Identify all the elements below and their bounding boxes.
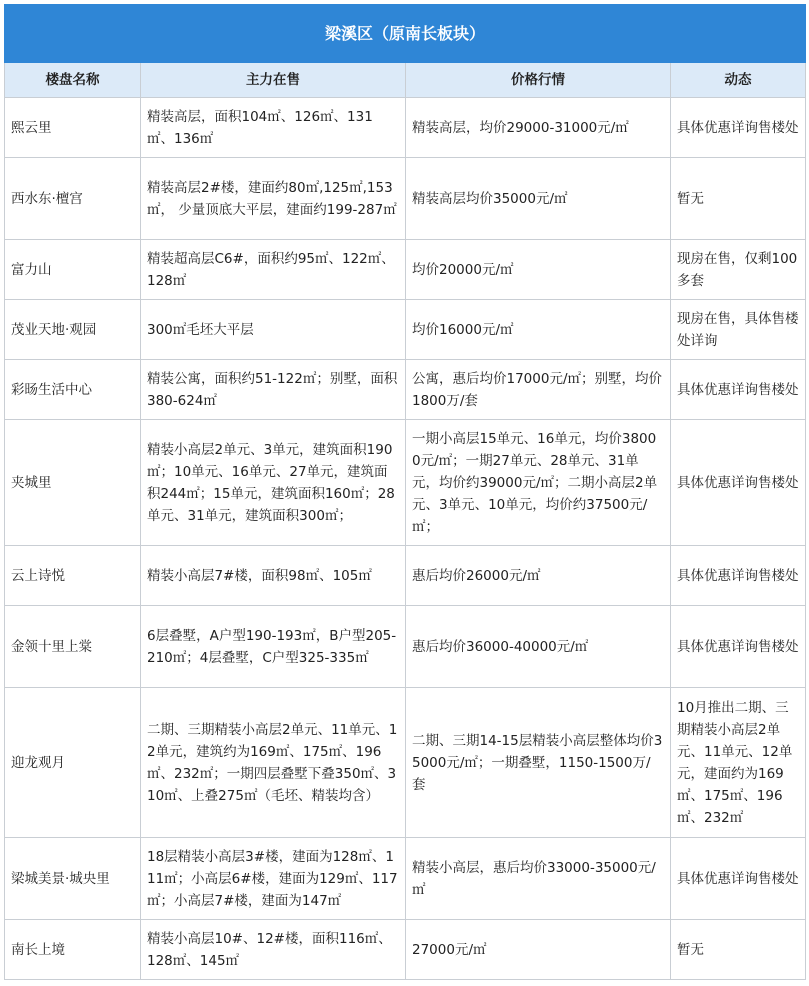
project-name: 夹城里 [5, 420, 141, 546]
table-row [5, 920, 806, 980]
main-sale: 精装高层，面积104㎡、126㎡、131㎡、136㎡ [141, 98, 406, 158]
project-name: 金领十里上棠 [5, 606, 141, 688]
main-sale: 精装高层2#楼，建面约80㎡,125㎡,153㎡， 少量顶底大平层，建面约199-287㎡ [141, 158, 406, 240]
main-sale: 精装小高层10#、12#楼，面积116㎡、128㎡、145㎡ [141, 920, 406, 980]
project-name: 西水东·檀宫 [5, 158, 141, 240]
table-row [5, 546, 806, 606]
price-info: 一期小高层15单元、16单元，均价38000元/㎡；一期27单元、28单元、31单元，均价约39000元/㎡；二期小高层2单元、3单元、10单元，均价约37500元/㎡； [406, 420, 671, 546]
main-sale: 精装小高层2单元、3单元，建筑面积190㎡；10单元、16单元、27单元，建筑面积244㎡；15单元，建筑面积160㎡；28单元、31单元，建筑面积300㎡； [141, 420, 406, 546]
project-name: 熙云里 [5, 98, 141, 158]
table-row [5, 240, 806, 300]
status-info: 具体优惠详询售楼处 [671, 606, 806, 688]
main-sale: 精装公寓，面积约51-122㎡；别墅，面积380-624㎡ [141, 360, 406, 420]
status-info: 暂无 [671, 158, 806, 240]
price-info: 精装高层，均价29000-31000元/㎡ [406, 98, 671, 158]
price-info: 27000元/㎡ [406, 920, 671, 980]
table-title: 梁溪区（原南长板块） [5, 5, 806, 63]
project-name: 云上诗悦 [5, 546, 141, 606]
table-row [5, 300, 806, 360]
header-name: 楼盘名称 [5, 63, 141, 98]
main-sale: 300㎡毛坯大平层 [141, 300, 406, 360]
main-sale: 6层叠墅，A户型190-193㎡，B户型205-210㎡；4层叠墅，C户型325-335㎡ [141, 606, 406, 688]
status-info: 具体优惠详询售楼处 [671, 420, 806, 546]
status-info: 暂无 [671, 920, 806, 980]
status-info: 具体优惠详询售楼处 [671, 98, 806, 158]
table-row [5, 420, 806, 546]
project-name: 彩旸生活中心 [5, 360, 141, 420]
status-info: 具体优惠详询售楼处 [671, 360, 806, 420]
table-row [5, 98, 806, 158]
status-info: 10月推出二期、三期精装小高层2单元、11单元、12单元，建面约为169㎡、175㎡、196㎡、232㎡ [671, 688, 806, 838]
main-sale: 精装超高层C6#，面积约95㎡、122㎡、128㎡ [141, 240, 406, 300]
price-info: 二期、三期14-15层精装小高层整体均价35000元/㎡；一期叠墅，1150-1500万/套 [406, 688, 671, 838]
title-row [5, 5, 806, 63]
table-row [5, 838, 806, 920]
header-price: 价格行情 [406, 63, 671, 98]
project-name: 南长上境 [5, 920, 141, 980]
price-info: 精装高层均价35000元/㎡ [406, 158, 671, 240]
project-name: 茂业天地·观园 [5, 300, 141, 360]
project-name: 梁城美景·城央里 [5, 838, 141, 920]
header-row [5, 63, 806, 98]
price-info: 精装小高层，惠后均价33000-35000元/㎡ [406, 838, 671, 920]
price-info: 公寓，惠后均价17000元/㎡；别墅，均价1800万/套 [406, 360, 671, 420]
price-info: 均价20000元/㎡ [406, 240, 671, 300]
property-table [4, 4, 806, 980]
main-sale: 二期、三期精装小高层2单元、11单元、12单元，建筑约为169㎡、175㎡、196㎡、232㎡；一期四层叠墅下叠350㎡、310㎡、上叠275㎡（毛坯、精装均含） [141, 688, 406, 838]
price-info: 惠后均价36000-40000元/㎡ [406, 606, 671, 688]
table-row [5, 360, 806, 420]
table-row [5, 158, 806, 240]
status-info: 现房在售，具体售楼处详询 [671, 300, 806, 360]
table-row [5, 688, 806, 838]
main-sale: 精装小高层7#楼，面积98㎡、105㎡ [141, 546, 406, 606]
status-info: 具体优惠详询售楼处 [671, 546, 806, 606]
status-info: 现房在售，仅剩100多套 [671, 240, 806, 300]
project-name: 富力山 [5, 240, 141, 300]
price-info: 惠后均价26000元/㎡ [406, 546, 671, 606]
main-sale: 18层精装小高层3#楼，建面为128㎡、111㎡；小高层6#楼，建面为129㎡、117㎡；小高层7#楼，建面为147㎡ [141, 838, 406, 920]
status-info: 具体优惠详询售楼处 [671, 838, 806, 920]
header-sale: 主力在售 [141, 63, 406, 98]
header-status: 动态 [671, 63, 806, 98]
price-info: 均价16000元/㎡ [406, 300, 671, 360]
project-name: 迎龙观月 [5, 688, 141, 838]
table-row [5, 606, 806, 688]
